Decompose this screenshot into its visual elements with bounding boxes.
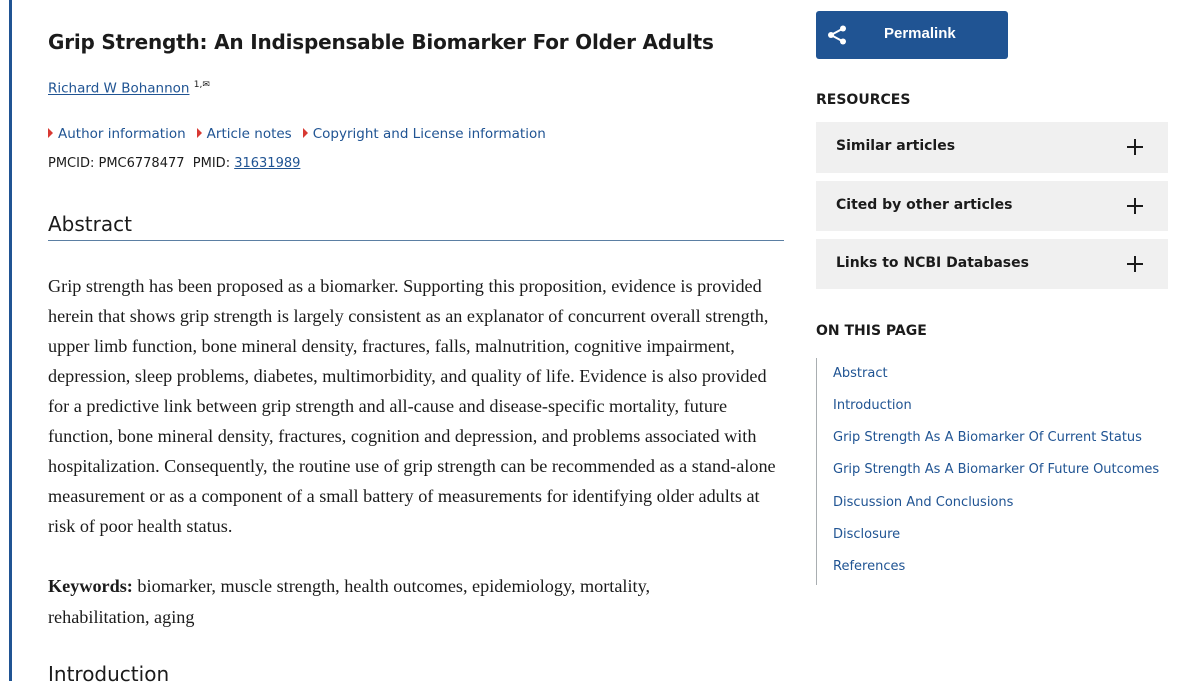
toc-link-abstract[interactable]: Abstract — [833, 366, 888, 381]
introduction-heading: Introduction — [48, 662, 170, 686]
permalink-button[interactable] — [816, 11, 1008, 59]
resources-title: RESOURCES — [816, 92, 911, 108]
copyright-license-link[interactable] — [303, 126, 546, 142]
permalink-label: Permalink — [884, 25, 956, 42]
author-line — [48, 80, 210, 97]
keywords-label: Keywords: — [48, 576, 133, 596]
accordion-label: Cited by other articles — [836, 197, 1013, 213]
caret-right-icon — [48, 128, 53, 138]
toc-link-introduction[interactable]: Introduction — [833, 398, 912, 413]
copyright-license-label: Copyright and License information — [312, 126, 546, 142]
keywords — [48, 571, 748, 633]
page-toc — [816, 358, 1169, 585]
accordion-similar-articles[interactable] — [816, 122, 1168, 173]
share-icon — [826, 24, 848, 46]
accordion-label: Similar articles — [836, 138, 956, 154]
article-notes-link[interactable] — [197, 126, 292, 142]
article-info-links — [48, 126, 546, 142]
pmcid-text: PMCID: PMC6778477 — [48, 156, 185, 171]
author-information-link[interactable] — [48, 126, 186, 142]
author-information-label: Author information — [58, 126, 186, 142]
plus-icon — [1127, 256, 1143, 272]
toc-link-discussion[interactable]: Discussion And Conclusions — [833, 495, 1014, 510]
toc-link-references[interactable]: References — [833, 559, 906, 574]
accordion-ncbi-databases[interactable] — [816, 239, 1168, 289]
plus-icon — [1127, 198, 1143, 214]
article-ids — [48, 156, 300, 171]
article-title: Grip Strength: An Indispensable Biomarker For Older Adults — [48, 30, 714, 54]
author-link[interactable]: Richard W Bohannon — [48, 80, 190, 97]
on-this-page-title: ON THIS PAGE — [816, 323, 927, 339]
caret-right-icon — [303, 128, 308, 138]
toc-link-disclosure[interactable]: Disclosure — [833, 527, 901, 542]
plus-icon — [1127, 139, 1143, 155]
caret-right-icon — [197, 128, 202, 138]
author-affiliation-sup[interactable]: 1,✉ — [193, 80, 210, 90]
article-notes-label: Article notes — [206, 126, 292, 142]
pmid-label: PMID: — [192, 156, 231, 171]
abstract-divider — [48, 240, 784, 241]
toc-link-future-outcomes[interactable]: Grip Strength As A Biomarker Of Future Outcomes — [833, 462, 1160, 477]
pmid-link[interactable]: 31631989 — [234, 156, 301, 171]
abstract-heading: Abstract — [48, 212, 132, 236]
accordion-cited-by[interactable] — [816, 181, 1168, 231]
abstract-text: Grip strength has been proposed as a biomarker. Supporting this proposition, evidence is provided herein that shows grip strength is largely consistent as an explanator of concurrent overall strength, upper limb function, bone mineral density, fractures, falls, malnutrition, cognitive impairment, depression, sleep problems, diabetes, multimorbidity, and quality of life. Evidence is also provided for a predictive link between grip strength and all-cause and disease-specific mortality, future function, bone mineral density, fractures, cognition and depression, and problems associated with hospitalization. Consequently, the routine use of grip strength can be recommended as a stand-alone measurement or as a component of a small battery of measurements for identifying older adults at risk of poor health status. — [48, 276, 776, 536]
toc-link-current-status[interactable]: Grip Strength As A Biomarker Of Current Status — [833, 430, 1142, 445]
accordion-label: Links to NCBI Databases — [836, 255, 1029, 271]
left-accent-bar — [9, 0, 12, 681]
keywords-list: biomarker, muscle strength, health outcomes, epidemiology, mortality, rehabilitation, aging — [48, 576, 651, 627]
